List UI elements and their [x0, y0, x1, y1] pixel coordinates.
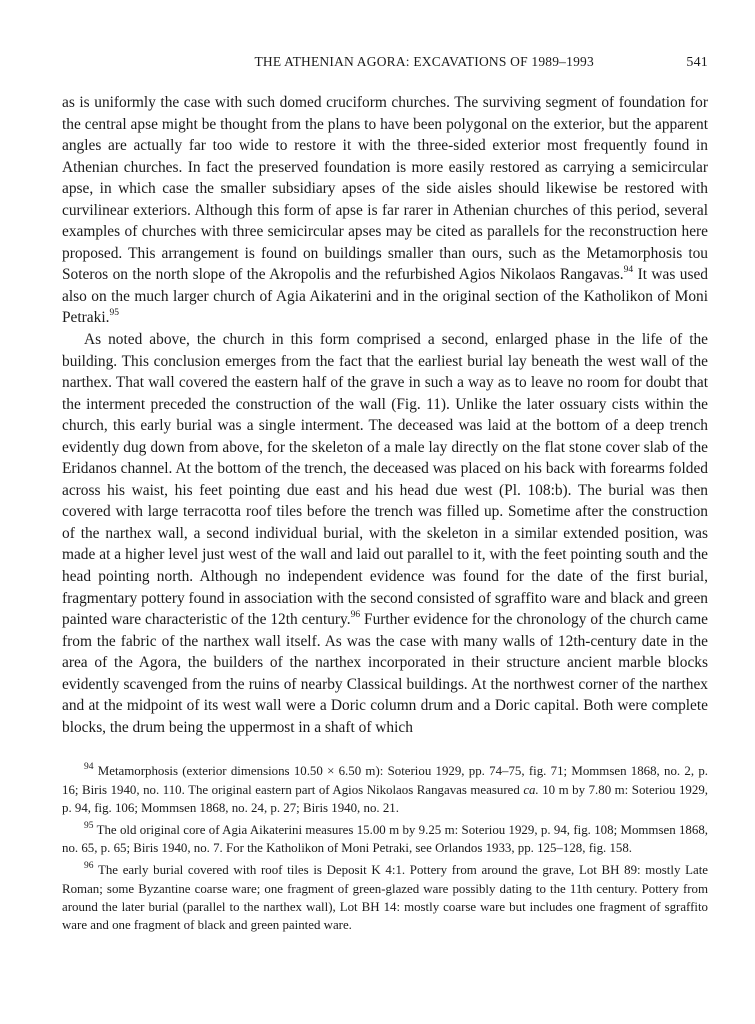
- text-run: As noted above, the church in this form comprised a second, enlarged phase in the life of the building. This conclusion emerges from the fact that the earliest burial lay beneath the west wall of the narthex. That wall covered the eastern half of the grave in such a way as to leave no room for doubt that the interment preceded the construction of the wall (Fig. 11). Unlike the later ossuary cists within the church, this early burial was a single interment. The deceased was laid at the bottom of a deep trench evidently dug down from above, for the skeleton of a male lay directly on the flat stone cover slab of the Eridanos channel. At the bottom of the trench, the deceased was placed on his back with forearms folded across his waist, his feet pointing due east and his head due west (Pl. 108:b). The burial was then covered with large terracotta roof tiles before the trench was filled up. Sometime after the construction of the narthex wall, a second individual burial, with the skeleton in a similar extended position, was made at a higher level just west of the wall and laid out parallel to it, with the feet pointing south and the head pointing north. Although no independent evidence was found for the date of the first burial, fragmentary pottery found in association with the second consisted of sgraffito ware and black and green painted ware characteristic of the 12th century.: [62, 331, 708, 629]
- text-run: It was used also on the much larger church of Agia Aikaterini and in the original section of the Katholikon of Moni Petraki.: [62, 266, 708, 327]
- text-run: as is uniformly the case with such domed cruciform churches. The surviving segment of foundation for the central apse might be thought from the plans to have been polygonal on the exterior, but the apparent angles are actually far too wide to restore it with the three-sided exterior most frequently found in Athenian churches. In fact the preserved foundation is more easily restored as carrying a semicircular apse, in which case the smaller subsidiary apses of the side aisles should likewise be restored with curvilinear exteriors. Although this form of apse is far rarer in Athenian churches of this period, several examples of churches with three semicircular apses may be cited as parallels for the reconstruction here proposed. This arrangement is found on buildings smaller than ours, such as the Metamorphosis tou Soteros on the north slope of the Akropolis and the refurbished Agios Nikolaos Rangavas.: [62, 94, 708, 284]
- footnote-ref-94: 94: [623, 265, 634, 276]
- footnote-ref-95: 95: [109, 308, 119, 319]
- body-text: [62, 92, 708, 738]
- footnote-94: [62, 762, 708, 817]
- footnote-ref-95: 95: [84, 820, 94, 831]
- footnote-95: [62, 821, 708, 857]
- paragraph: [62, 92, 708, 329]
- text-run: 10 m by 7.80 m: Soteriou 1929, p. 94, fig. 106; Mommsen 1868, no. 24, p. 27; Biris 1940, no. 21.: [62, 782, 708, 815]
- running-title: THE ATHENIAN AGORA: EXCAVATIONS OF 1989–1993: [254, 54, 594, 69]
- footnote-ref-96: 96: [350, 610, 361, 620]
- footnote-ref-96: 96: [84, 861, 94, 872]
- text-run: The early burial covered with roof tiles is Deposit K 4:1. Pottery from around the grave, Lot BH 89: mostly Late Roman; some Byzantine coarse ware; one fragment of green-glazed ware possibly dating to the 11th century. Pottery from around the later burial (parallel to the narthex wall), Lot BH 14: mostly coarse ware but includes one fragment of sgraffito ware and one fragment of black and green painted ware.: [62, 863, 708, 933]
- page-number: 541: [686, 55, 708, 70]
- italic-text: ca.: [523, 782, 539, 797]
- text-run: Further evidence for the chronology of the church came from the fabric of the narthex wall itself. As was the case with many walls of 12th-century date in the area of the Agora, the builders of the narthex incorporated in their structure ancient marble blocks evidently scavenged from the ruins of nearby Classical buildings. At the northwest corner of the narthex and at the midpoint of its west wall were a Doric column drum and a Doric capital. Both were complete blocks, the drum being the uppermost in a shaft of which: [62, 611, 709, 736]
- running-header: [62, 54, 708, 76]
- footnote-ref-94: 94: [84, 762, 94, 773]
- text-run: Metamorphosis (exterior dimensions 10.50 × 6.50 m): Soteriou 1929, pp. 74–75, fig. 71; Mommsen 1868, no. 2, p. 16; Biris 1940, no. 110. The original eastern part of Agios Nikolaos Rangavas measured: [62, 764, 708, 797]
- text-run: The old original core of Agia Aikaterini measures 15.00 m by 9.25 m: Soteriou 1929, p. 94, fig. 108; Mommsen 1868, no. 65, p. 65; Biris 1940, no. 7. For the Katholikon of Moni Petraki, see Orlandos 1933, pp. 125–128, fig. 158.: [62, 823, 708, 856]
- footnotes: [62, 762, 708, 934]
- footnote-96: [62, 861, 708, 934]
- document-page: [62, 54, 708, 938]
- paragraph: [62, 329, 708, 738]
